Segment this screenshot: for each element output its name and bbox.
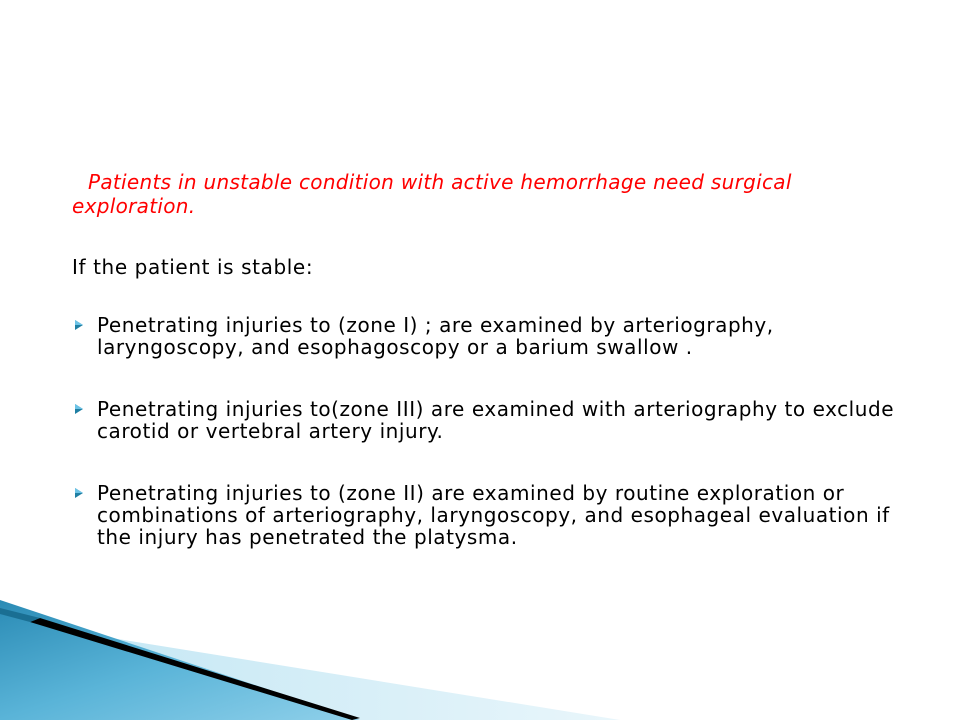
intro-text: Patients in unstable condition with active hemorrhage need surgical exploration. (72, 170, 792, 218)
bullet-text: Penetrating injuries to (zone I) ; are examined by arteriography, laryngoscopy, and esophagoscopy or a barium swallow . (97, 313, 774, 359)
decorative-swoosh (0, 590, 620, 720)
bullet-item (72, 314, 902, 358)
stable-heading: If the patient is stable: (72, 255, 314, 279)
arrow-bullet-icon (72, 399, 86, 419)
arrow-bullet-icon (72, 483, 86, 503)
bullet-text: Penetrating injuries to (zone II) are examined by routine exploration or combinations of arteriography, laryngoscopy, and esophageal evaluation if the injury has penetrated the platysma. (97, 481, 890, 549)
bullet-text: Penetrating injuries to(zone III) are examined with arteriography to exclude carotid or vertebral artery injury. (97, 397, 895, 443)
arrow-bullet-icon (72, 315, 86, 335)
bullet-item (72, 482, 902, 548)
bullet-item (72, 398, 902, 442)
